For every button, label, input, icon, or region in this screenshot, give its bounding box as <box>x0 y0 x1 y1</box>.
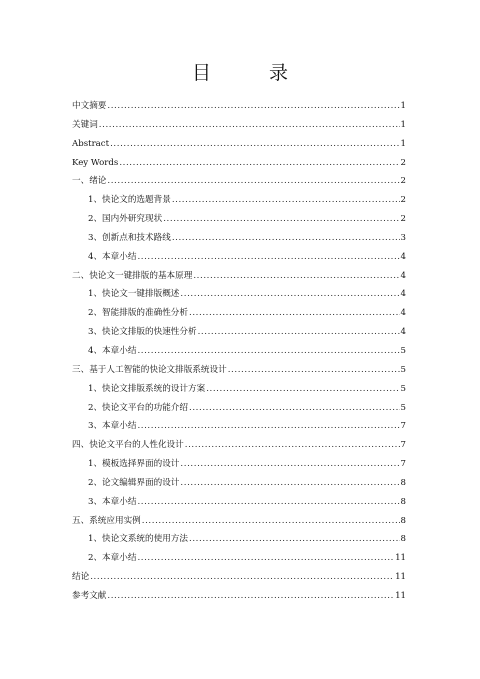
toc-dot-leader <box>172 229 400 248</box>
toc-entry-page-number: 8 <box>400 515 406 526</box>
toc-entry-label: 3、本章小结 <box>88 496 137 507</box>
toc-entry[interactable] <box>72 229 406 248</box>
toc-entry-page-number: 2 <box>400 157 406 168</box>
toc-entry-label: 4、本章小结 <box>88 345 137 356</box>
toc-entry-page-number: 8 <box>400 496 406 507</box>
toc-entry[interactable] <box>72 267 406 286</box>
toc-entry[interactable] <box>72 323 406 342</box>
toc-entry[interactable] <box>72 530 406 549</box>
toc-entry[interactable] <box>72 587 406 606</box>
toc-dot-leader <box>228 361 400 380</box>
toc-dot-leader <box>110 135 399 154</box>
toc-entry[interactable] <box>72 116 406 135</box>
toc-entry[interactable] <box>72 285 406 304</box>
page-title: 目 录 <box>191 62 315 84</box>
toc-dot-leader <box>198 323 400 342</box>
toc-entry[interactable] <box>72 455 406 474</box>
toc-dot-leader <box>119 154 399 173</box>
toc-entry[interactable] <box>72 361 406 380</box>
toc-dot-leader <box>163 210 399 229</box>
toc-entry-label: Key Words <box>72 157 119 168</box>
toc-entry-label: 2、国内外研究现状 <box>88 214 163 225</box>
toc-dot-leader <box>206 380 399 399</box>
toc-entry-page-number: 5 <box>400 345 406 356</box>
toc-entry-label: 一、绪论 <box>72 176 107 187</box>
toc-entry-page-number: 1 <box>400 138 406 149</box>
toc-entry-label: 结论 <box>72 572 90 583</box>
toc-entry[interactable] <box>72 248 406 267</box>
table-of-contents <box>72 97 406 606</box>
toc-entry-label: 4、本章小结 <box>88 251 137 262</box>
toc-entry-page-number: 5 <box>400 402 406 413</box>
toc-entry-label: 1、快论文系统的使用方法 <box>88 534 188 545</box>
toc-entry-label: Abstract <box>72 138 110 149</box>
toc-entry-label: 四、快论文平台的人性化设计 <box>72 440 184 451</box>
toc-dot-leader <box>193 267 399 286</box>
toc-entry[interactable] <box>72 436 406 455</box>
toc-dot-leader <box>107 172 399 191</box>
toc-dot-leader <box>137 342 399 361</box>
toc-entry-label: 1、快论文排版系统的设计方案 <box>88 383 206 394</box>
toc-entry-page-number: 2 <box>400 176 406 187</box>
toc-entry-label: 3、快论文排版的快速性分析 <box>88 327 197 338</box>
toc-entry-page-number: 4 <box>400 327 406 338</box>
toc-entry-label: 参考文献 <box>72 590 107 601</box>
toc-entry-page-number: 1 <box>400 119 406 130</box>
toc-entry-label: 3、创新点和技术路线 <box>88 232 171 243</box>
toc-dot-leader <box>185 436 400 455</box>
toc-entry[interactable] <box>72 493 406 512</box>
toc-dot-leader <box>137 493 399 512</box>
toc-entry-page-number: 8 <box>400 477 406 488</box>
toc-entry-page-number: 4 <box>400 289 406 300</box>
toc-entry-page-number: 3 <box>400 232 406 243</box>
toc-dot-leader <box>99 116 400 135</box>
toc-dot-leader <box>137 549 394 568</box>
toc-entry-page-number: 11 <box>395 572 406 583</box>
toc-dot-leader <box>137 248 399 267</box>
toc-dot-leader <box>172 191 400 210</box>
toc-dot-leader <box>137 417 399 436</box>
toc-dot-leader <box>107 587 394 606</box>
toc-entry[interactable] <box>72 210 406 229</box>
toc-entry-label: 1、模板选择界面的设计 <box>88 459 180 470</box>
toc-entry[interactable] <box>72 154 406 173</box>
toc-entry-label: 五、系统应用实例 <box>72 515 141 526</box>
toc-entry-page-number: 2 <box>400 195 406 206</box>
toc-entry[interactable] <box>72 549 406 568</box>
toc-entry-page-number: 7 <box>400 440 406 451</box>
toc-entry-page-number: 2 <box>400 214 406 225</box>
toc-dot-leader <box>189 530 400 549</box>
toc-dot-leader <box>180 474 399 493</box>
toc-entry-label: 2、本章小结 <box>88 553 137 564</box>
toc-entry-label: 三、基于人工智能的快论文排版系统设计 <box>72 364 227 375</box>
toc-entry-page-number: 4 <box>400 270 406 281</box>
toc-entry[interactable] <box>72 380 406 399</box>
toc-entry-page-number: 1 <box>400 101 406 111</box>
toc-entry-label: 中文摘要 <box>72 101 107 111</box>
toc-entry[interactable] <box>72 399 406 418</box>
toc-entry-label: 2、论文编辑界面的设计 <box>88 477 180 488</box>
toc-entry[interactable] <box>72 474 406 493</box>
toc-entry-label: 二、快论文一键排版的基本原理 <box>72 270 193 281</box>
toc-entry-label: 关键词 <box>72 119 98 130</box>
toc-dot-leader <box>180 455 399 474</box>
toc-entry[interactable] <box>72 417 406 436</box>
toc-dot-leader <box>107 97 399 116</box>
toc-entry[interactable] <box>72 568 406 587</box>
toc-entry-label: 1、快论文的选题背景 <box>88 195 171 206</box>
toc-entry-page-number: 11 <box>395 590 406 601</box>
toc-dot-leader <box>90 568 394 587</box>
toc-dot-leader <box>189 304 400 323</box>
toc-entry-page-number: 11 <box>395 553 406 564</box>
toc-entry[interactable] <box>72 512 406 531</box>
toc-entry-page-number: 7 <box>400 421 406 432</box>
toc-entry[interactable] <box>72 172 406 191</box>
toc-entry[interactable] <box>72 304 406 323</box>
toc-entry-label: 3、本章小结 <box>88 421 137 432</box>
toc-dot-leader <box>180 285 399 304</box>
toc-entry-page-number: 5 <box>400 364 406 375</box>
toc-entry[interactable] <box>72 135 406 154</box>
toc-entry-page-number: 4 <box>400 251 406 262</box>
toc-entry-page-number: 8 <box>400 534 406 545</box>
toc-entry-page-number: 4 <box>400 308 406 319</box>
toc-entry-label: 2、智能排版的准确性分析 <box>88 308 188 319</box>
toc-dot-leader <box>189 399 400 418</box>
toc-dot-leader <box>142 512 400 531</box>
toc-entry[interactable] <box>72 191 406 210</box>
toc-entry-label: 1、快论文一键排版概述 <box>88 289 180 300</box>
toc-entry-page-number: 7 <box>400 459 406 470</box>
toc-entry[interactable] <box>72 97 406 116</box>
toc-entry-label: 2、快论文平台的功能介绍 <box>88 402 188 413</box>
toc-entry[interactable] <box>72 342 406 361</box>
toc-entry-page-number: 5 <box>400 383 406 394</box>
